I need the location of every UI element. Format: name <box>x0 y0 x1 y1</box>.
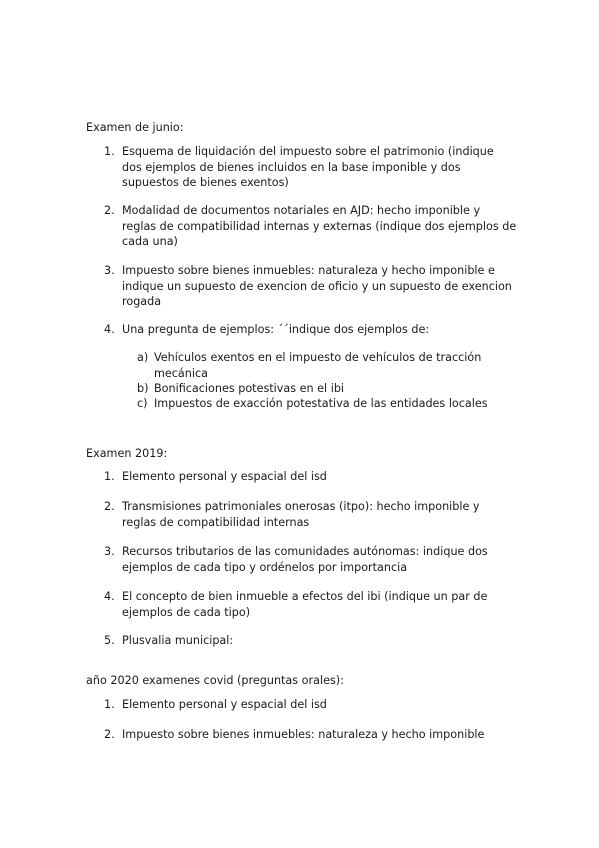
item-number: 5. <box>104 634 115 647</box>
sub-list-item <box>137 350 517 381</box>
list-item <box>104 727 524 743</box>
item-number: 3. <box>104 264 115 277</box>
list-item <box>104 203 524 250</box>
item-number: 1. <box>104 145 115 158</box>
item-text: Modalidad de documentos notariales en AJD: hecho imponible y reglas de compatibilidad internas y externas (indique dos ejemplos de cada una) <box>122 204 517 248</box>
list-item <box>104 589 524 620</box>
item-text: Plusvalia municipal: <box>122 634 234 647</box>
item-text: El concepto de bien inmueble a efectos del ibi (indique un par de ejemplos de cada tipo) <box>122 590 488 619</box>
item-text: Elemento personal y espacial del isd <box>122 470 327 483</box>
item-text: Impuesto sobre bienes inmuebles: naturaleza y hecho imponible <box>122 728 485 741</box>
section-heading-2019: Examen 2019: <box>86 447 168 460</box>
list-item <box>104 263 524 310</box>
list-item <box>104 322 524 338</box>
item-number: 4. <box>104 590 115 603</box>
item-number: 3. <box>104 545 115 558</box>
item-number: 2. <box>104 728 115 741</box>
item-text: Elemento personal y espacial del isd <box>122 698 327 711</box>
list-item <box>104 499 524 530</box>
sub-item-letter: c) <box>137 397 148 410</box>
section-heading-junio: Examen de junio: <box>86 121 184 134</box>
list-item <box>104 144 524 191</box>
list-item <box>104 544 524 575</box>
item-number: 1. <box>104 470 115 483</box>
sub-item-text: Bonificaciones potestivas en el ibi <box>154 382 345 395</box>
item-text: Transmisiones patrimoniales onerosas (itpo): hecho imponible y reglas de compatibilidad internas <box>122 500 480 529</box>
sub-list-item <box>137 396 517 412</box>
item-number: 4. <box>104 323 115 336</box>
item-text: Impuesto sobre bienes inmuebles: naturaleza y hecho imponible e indique un supuesto de exencion de oficio y un supuesto de exencion rogada <box>122 264 512 308</box>
sub-item-text: Impuestos de exacción potestativa de las entidades locales <box>154 397 488 410</box>
list-item <box>104 633 524 649</box>
sub-item-letter: a) <box>137 351 149 364</box>
item-number: 2. <box>104 204 115 217</box>
sub-list-item <box>137 381 517 397</box>
section-heading-2020: año 2020 examenes covid (preguntas orales): <box>86 674 344 687</box>
item-number: 1. <box>104 698 115 711</box>
list-item <box>104 469 524 485</box>
item-text: Recursos tributarios de las comunidades autónomas: indique dos ejemplos de cada tipo y ordénelos por importancia <box>122 545 488 574</box>
item-text: Una pregunta de ejemplos: ´´indique dos ejemplos de: <box>122 323 430 336</box>
item-text: Esquema de liquidación del impuesto sobre el patrimonio (indique dos ejemplos de bienes incluidos en la base imponible y dos supuestos de bienes exentos) <box>122 145 494 189</box>
list-item <box>104 697 524 713</box>
item-number: 2. <box>104 500 115 513</box>
sub-item-letter: b) <box>137 382 149 395</box>
sub-item-text: Vehículos exentos en el impuesto de vehículos de tracción mecánica <box>154 351 482 380</box>
